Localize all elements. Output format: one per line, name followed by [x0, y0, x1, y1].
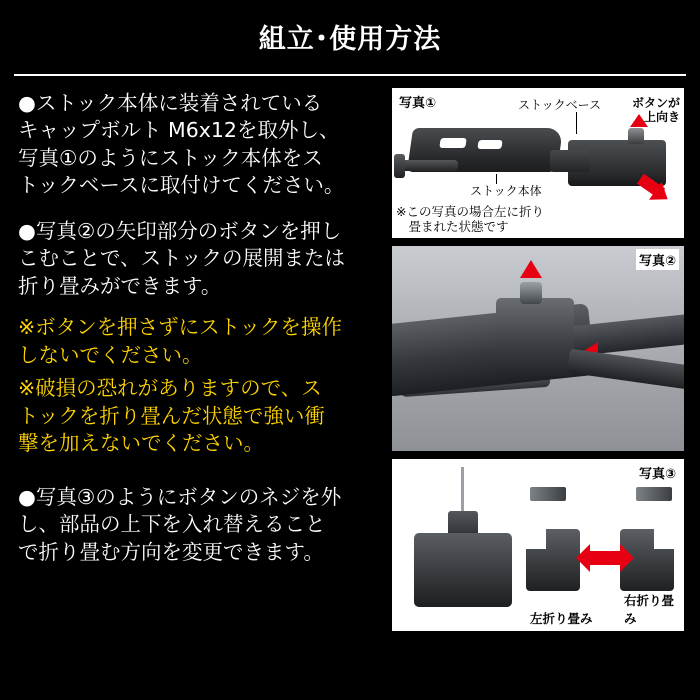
warning-2 — [18, 375, 378, 457]
leader-line-stock — [496, 174, 497, 184]
stock-cutout-2 — [477, 140, 502, 149]
stock-rod — [461, 467, 464, 515]
instruction-step1-line3: 写真①のようにストック本体をス — [18, 145, 323, 170]
swap-arrow-right-icon — [620, 544, 634, 572]
photo-1-label: 写真① — [396, 91, 439, 112]
fold-part-left-notch — [526, 529, 546, 549]
instructions-column — [18, 88, 378, 580]
screw-left — [530, 487, 566, 501]
title-bar — [0, 0, 700, 72]
photo-panel-1 — [392, 88, 684, 238]
warning-2-line2: トックを折り畳んだ状態で強い衝 — [18, 403, 325, 428]
release-button-2 — [520, 282, 542, 304]
stock-butt — [414, 533, 512, 607]
instruction-step3-line2: し、部品の上下を入れ替えること — [18, 512, 326, 537]
stock-arm — [400, 160, 458, 171]
leader-line-base — [576, 112, 577, 134]
warning-1 — [18, 314, 378, 369]
photo-panel-3 — [392, 459, 684, 631]
warning-1-line1: ※ボタンを押さずにストックを操作 — [18, 315, 343, 340]
warning-1-line2: しないでください。 — [18, 342, 203, 367]
instruction-step1-line1: ●ストック本体に装着されている — [18, 91, 323, 115]
callout-button-up-2: 上向き — [643, 110, 680, 124]
swap-arrow-body-icon — [588, 551, 622, 565]
title-divider — [14, 74, 686, 76]
photo-2-label: 写真② — [636, 249, 679, 270]
callout-stock-main: ストック本体 — [470, 184, 542, 198]
instruction-step1-line4: トックベースに取付けてください。 — [18, 173, 345, 198]
callout-stock-base: ストックベース — [518, 98, 602, 112]
caption-fold-right: 右折り畳み — [624, 593, 675, 626]
instruction-step3-line3: で折り畳む方向を変更できます。 — [18, 539, 324, 564]
instruction-step2-line3: 折り畳みができます。 — [18, 273, 222, 298]
instruction-step1 — [18, 90, 378, 200]
photo-panel-2 — [392, 246, 684, 451]
caption-fold-left: 左折り畳み — [530, 611, 593, 626]
stock-arm-tip — [394, 154, 405, 178]
photo-1-caption-line1: ※この写真の場合左に折り — [396, 203, 544, 219]
page-title: 組立･使用方法 — [258, 23, 442, 55]
instruction-step2-line1: ●写真②の矢印部分のボタンを押し — [18, 218, 342, 243]
stock-base-hinge — [550, 150, 590, 172]
instruction-step2-line2: こむことで、ストックの展開または — [18, 246, 345, 271]
photo-1-caption-line2: 畳まれた状態です — [396, 219, 509, 235]
press-arrow-icon — [520, 260, 542, 278]
release-button — [628, 128, 644, 144]
stock-cutout-1 — [439, 138, 466, 148]
hinge-block — [496, 298, 574, 376]
instruction-step3 — [18, 484, 378, 566]
instruction-step1-line2: キャップボルト M6x12を取外し、 — [18, 118, 340, 143]
callout-button-up-1: ボタンが — [631, 96, 680, 110]
warning-2-line1: ※破損の恐れがありますので、ス — [18, 376, 322, 401]
fold-part-right-notch — [654, 529, 674, 549]
warning-2-line3: 撃を加えないでください。 — [18, 431, 264, 456]
screw-right — [636, 487, 672, 501]
instruction-step2 — [18, 218, 378, 300]
photo-1-caption — [396, 204, 544, 235]
photo-3-label: 写真③ — [636, 462, 679, 483]
photos-column — [392, 88, 684, 631]
instruction-step3-line1: ●写真③のようにボタンのネジを外 — [18, 484, 342, 509]
swap-arrow-left-icon — [576, 544, 590, 572]
